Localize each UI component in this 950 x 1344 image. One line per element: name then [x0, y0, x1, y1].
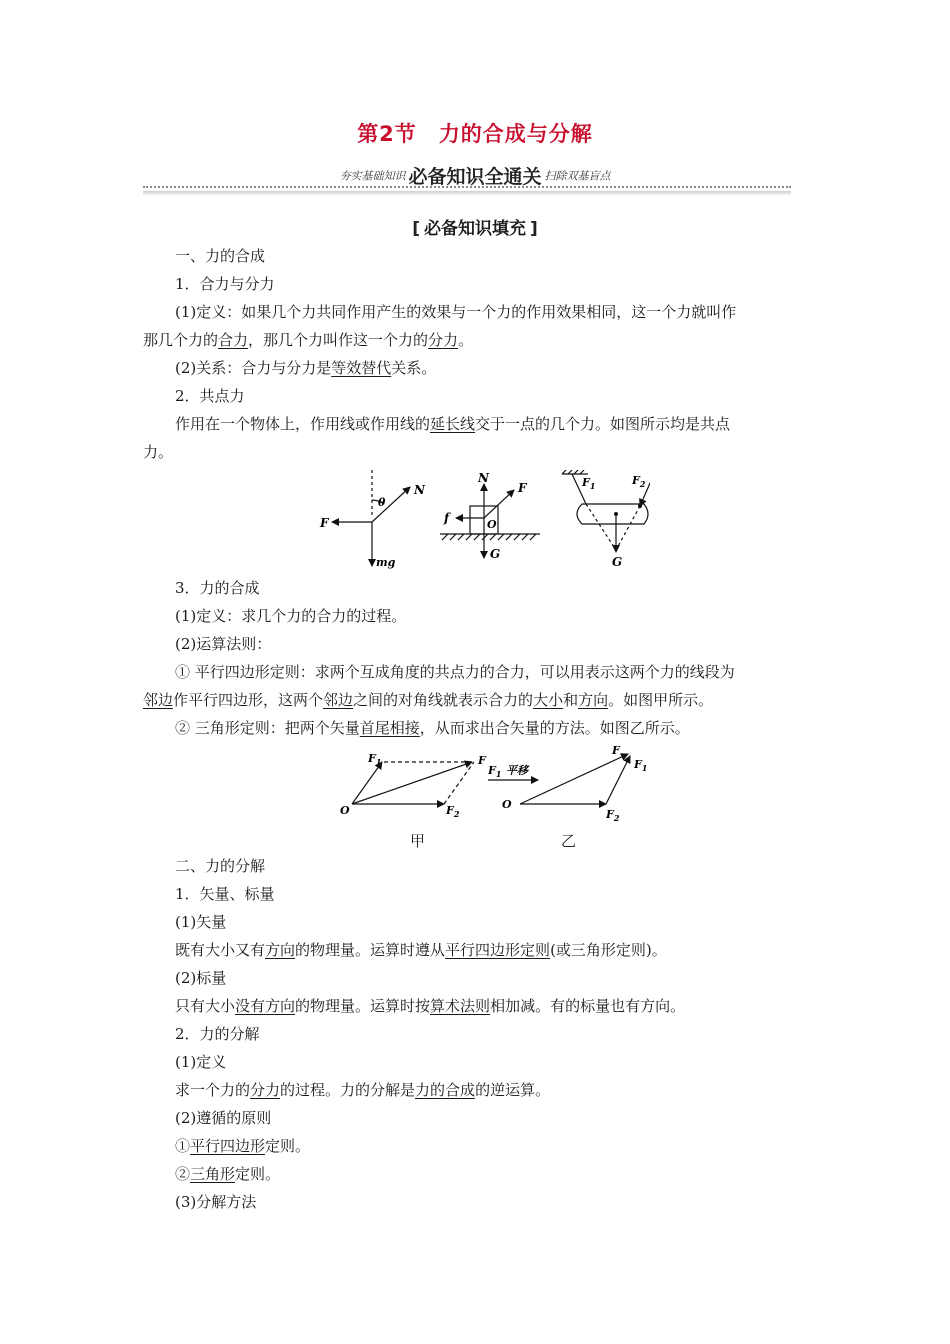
shift-label-F1: $F_1$	[488, 764, 502, 779]
blank-answer: 平行四边形定则	[445, 941, 551, 959]
label-mg: mg	[376, 556, 396, 569]
blank-answer: 邻边	[323, 691, 354, 709]
jia-F	[352, 762, 472, 804]
line-9: (2)运算法则：	[175, 635, 272, 653]
line-13: 1．矢量、标量	[175, 885, 275, 903]
bracket-close: ]	[530, 219, 538, 239]
line-11	[175, 718, 690, 738]
page-title	[0, 118, 950, 148]
figure-composition-rules	[340, 742, 660, 822]
jia-label-O: O	[340, 804, 350, 817]
text: 的过程。力的分解是	[280, 1081, 416, 1099]
text: 相加减。有的标量也有方向。	[490, 997, 686, 1015]
yi-label-F1: $F_1$	[634, 758, 648, 773]
label-F1: $F_1$	[582, 476, 596, 491]
text: 那几个力的	[143, 331, 219, 349]
ceiling-hatch	[562, 470, 584, 474]
center-point	[614, 512, 618, 516]
line-6b: 力。	[143, 443, 174, 461]
line-10a: ① 平行四边形定则：求两个互成角度的共点力的合力，可以用表示这两个力的线段为	[175, 663, 735, 681]
line-12: 二、力的分解	[175, 857, 266, 875]
text: ②	[175, 1165, 191, 1183]
blank-answer: 没有方向	[235, 997, 296, 1015]
banner-main: 必备知识全通关	[408, 166, 542, 188]
text: 。如图甲所示。	[608, 691, 714, 709]
line-7: 3．力的合成	[175, 579, 260, 597]
section-heading-text: 必备知识填充	[424, 219, 526, 239]
dashed-1	[586, 504, 616, 550]
blank-answer: 等效替代	[331, 359, 392, 377]
blank-answer: 大小	[533, 691, 564, 709]
text: 。	[458, 331, 474, 349]
figure-concurrent-forces	[310, 470, 650, 575]
banner-rule-shadow	[143, 191, 791, 195]
line-8: (1)定义：求几个力的合力的过程。	[175, 607, 407, 625]
label-beam-G: G	[612, 555, 623, 569]
label-F: F	[320, 516, 329, 530]
jia-F1	[352, 762, 382, 804]
blank-answer: 算术法则	[430, 997, 491, 1015]
yi-label-F2: $F_2$	[606, 808, 620, 822]
line-17	[175, 996, 685, 1016]
line-4	[175, 358, 436, 378]
line-14: (1)矢量	[175, 913, 227, 931]
blank-answer: 分力	[250, 1081, 281, 1099]
label-block-N: N	[478, 471, 489, 485]
blank-answer: 延长线	[430, 415, 476, 433]
blank-answer: 平行四边形	[190, 1137, 266, 1155]
line-21: (2)遵循的原则	[175, 1109, 272, 1127]
yi-label-O: O	[502, 798, 512, 811]
attach-point	[638, 504, 642, 508]
jia-label-F2: $F_2$	[446, 804, 460, 819]
text: 关系。	[391, 359, 437, 377]
banner-right: 扫除双基盲点	[544, 169, 611, 183]
caption-jia: 甲	[410, 832, 426, 850]
blank-answer: 三角形	[190, 1165, 236, 1183]
text: 的逆运算。	[475, 1081, 551, 1099]
dashed-2	[616, 506, 640, 550]
text: 定则。	[265, 1137, 311, 1155]
text: ，那几个力叫作这一个力的	[248, 331, 429, 349]
blank-answer: 邻边	[143, 691, 174, 709]
label-block-O: O	[487, 518, 497, 531]
text: 的物理量。运算时遵从	[295, 941, 446, 959]
title-section: 第2节	[357, 122, 417, 146]
jia-dash-right	[444, 762, 474, 804]
label-block-F: F	[518, 481, 527, 495]
line-19: (1)定义	[175, 1053, 227, 1071]
label-N: N	[414, 483, 425, 497]
line-22	[175, 1136, 310, 1156]
text: ② 三角形定则：把两个矢量	[175, 719, 360, 737]
line-10b	[143, 690, 713, 710]
label-block-G: G	[490, 547, 501, 561]
text: 作平行四边形，这两个	[173, 691, 324, 709]
blank-answer: 首尾相接	[359, 719, 420, 737]
text: 的物理量。运算时按	[295, 997, 431, 1015]
line-18: 2．力的分解	[175, 1025, 260, 1043]
text: (2)关系：合力与分力是	[175, 359, 332, 377]
text: 既有大小又有	[175, 941, 266, 959]
arrow-block-F	[484, 490, 514, 518]
caption-yi: 乙	[561, 832, 577, 850]
text: 求一个力的	[175, 1081, 251, 1099]
line-2: 1．合力与分力	[175, 275, 275, 293]
text: (或三角形定则)。	[550, 941, 667, 959]
blank-answer: 分力	[428, 331, 459, 349]
line-15	[175, 940, 667, 960]
label-F2: $F_2$	[632, 474, 646, 489]
line-3a: (1)定义：如果几个力共同作用产生的效果与一个力的作用效果相同，这一个力就叫作	[175, 303, 737, 321]
yi-F1	[606, 756, 630, 804]
text: ①	[175, 1137, 191, 1155]
text: 交于一点的几个力。如图所示均是共点	[475, 415, 731, 433]
text: 作用在一个物体上，作用线或作用线的	[175, 415, 431, 433]
line-1: 一、力的合成	[175, 247, 266, 265]
line-23	[175, 1164, 280, 1184]
blank-answer: 方向	[578, 691, 609, 709]
jia-label-F: F	[478, 754, 486, 767]
shift-label: 平移	[506, 764, 528, 777]
line-16: (2)标量	[175, 969, 227, 987]
jia-label-F1: $F_1$	[368, 752, 382, 767]
section-heading	[0, 214, 950, 239]
text: 和	[563, 691, 579, 709]
title-main: 力的合成与分解	[438, 122, 593, 146]
blank-answer: 合力	[218, 331, 249, 349]
line-5: 2．共点力	[175, 387, 245, 405]
yi-F	[520, 754, 628, 804]
label-block-f: f	[444, 511, 450, 525]
line-6a	[175, 414, 730, 434]
text: ，从而求出合矢量的方法。如图乙所示。	[419, 719, 690, 737]
line-20	[175, 1080, 550, 1100]
yi-label-F: F	[612, 744, 620, 757]
line-3b	[143, 330, 473, 350]
text: 只有大小	[175, 997, 236, 1015]
blank-answer: 力的合成	[415, 1081, 476, 1099]
banner-left: 夯实基础知识	[339, 169, 406, 183]
banner	[0, 162, 950, 189]
blank-answer: 方向	[265, 941, 296, 959]
text: 之间的对角线就表示合力的	[353, 691, 534, 709]
bracket-open: [	[412, 219, 420, 239]
line-24: (3)分解方法	[175, 1193, 257, 1211]
banner-rule-dotted	[143, 186, 791, 188]
beam	[577, 504, 648, 524]
text: 定则。	[235, 1165, 281, 1183]
label-theta: θ	[378, 496, 386, 509]
ground-hatch	[442, 534, 536, 540]
